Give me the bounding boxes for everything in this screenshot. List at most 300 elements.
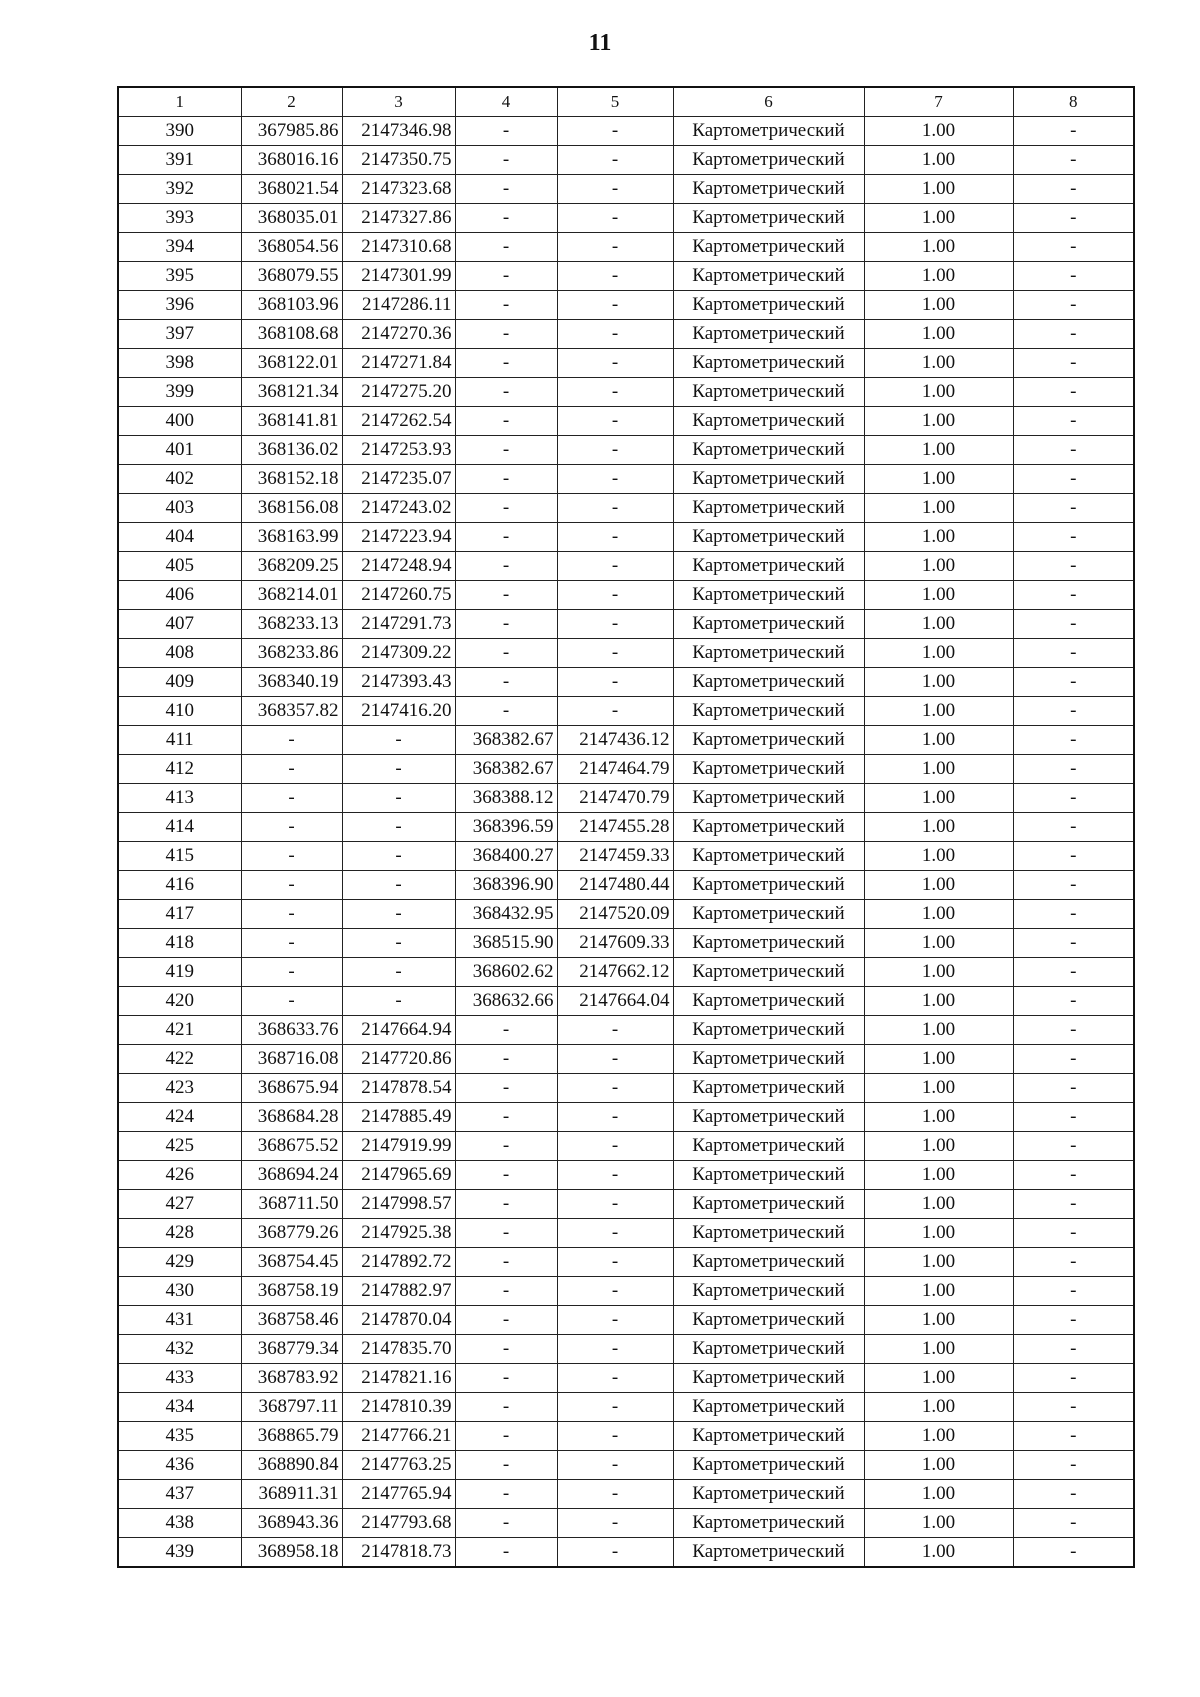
- table-row: [118, 813, 1134, 842]
- new-x-coordinate-cell: -: [455, 378, 557, 407]
- method-cell: Картометрический: [673, 552, 864, 581]
- method-cell: Картометрический: [673, 610, 864, 639]
- y-coordinate-cell: -: [342, 987, 455, 1016]
- x-coordinate-cell: 368797.11: [241, 1393, 342, 1422]
- table-row: [118, 204, 1134, 233]
- precision-cell: 1.00: [864, 958, 1013, 987]
- precision-cell: 1.00: [864, 1190, 1013, 1219]
- new-x-coordinate-cell: -: [455, 117, 557, 146]
- new-y-coordinate-cell: -: [557, 233, 673, 262]
- table-row: [118, 552, 1134, 581]
- new-x-coordinate-cell: -: [455, 436, 557, 465]
- table-row: [118, 784, 1134, 813]
- new-x-coordinate-cell: 368515.90: [455, 929, 557, 958]
- description-cell: -: [1013, 1393, 1134, 1422]
- new-x-coordinate-cell: -: [455, 1016, 557, 1045]
- y-coordinate-cell: 2147878.54: [342, 1074, 455, 1103]
- column-header: 6: [673, 87, 864, 117]
- new-x-coordinate-cell: -: [455, 1306, 557, 1335]
- x-coordinate-cell: 368021.54: [241, 175, 342, 204]
- point-number-cell: 410: [118, 697, 241, 726]
- new-y-coordinate-cell: -: [557, 668, 673, 697]
- new-y-coordinate-cell: 2147664.04: [557, 987, 673, 1016]
- method-cell: Картометрический: [673, 117, 864, 146]
- table-row: [118, 117, 1134, 146]
- new-y-coordinate-cell: 2147436.12: [557, 726, 673, 755]
- description-cell: -: [1013, 233, 1134, 262]
- x-coordinate-cell: 368633.76: [241, 1016, 342, 1045]
- new-y-coordinate-cell: 2147470.79: [557, 784, 673, 813]
- new-y-coordinate-cell: -: [557, 262, 673, 291]
- x-coordinate-cell: 368911.31: [241, 1480, 342, 1509]
- method-cell: Картометрический: [673, 494, 864, 523]
- new-y-coordinate-cell: -: [557, 1509, 673, 1538]
- precision-cell: 1.00: [864, 1161, 1013, 1190]
- new-x-coordinate-cell: -: [455, 291, 557, 320]
- method-cell: Картометрический: [673, 1219, 864, 1248]
- y-coordinate-cell: 2147835.70: [342, 1335, 455, 1364]
- new-y-coordinate-cell: 2147464.79: [557, 755, 673, 784]
- y-coordinate-cell: 2147818.73: [342, 1538, 455, 1568]
- new-y-coordinate-cell: 2147455.28: [557, 813, 673, 842]
- precision-cell: 1.00: [864, 813, 1013, 842]
- description-cell: -: [1013, 1103, 1134, 1132]
- new-y-coordinate-cell: -: [557, 494, 673, 523]
- description-cell: -: [1013, 1451, 1134, 1480]
- precision-cell: 1.00: [864, 552, 1013, 581]
- precision-cell: 1.00: [864, 378, 1013, 407]
- y-coordinate-cell: 2147885.49: [342, 1103, 455, 1132]
- new-x-coordinate-cell: -: [455, 1538, 557, 1568]
- method-cell: Картометрический: [673, 1480, 864, 1509]
- x-coordinate-cell: 368163.99: [241, 523, 342, 552]
- table-row: [118, 1509, 1134, 1538]
- new-y-coordinate-cell: -: [557, 552, 673, 581]
- y-coordinate-cell: 2147271.84: [342, 349, 455, 378]
- table-row: [118, 1364, 1134, 1393]
- point-number-cell: 421: [118, 1016, 241, 1045]
- new-x-coordinate-cell: -: [455, 262, 557, 291]
- column-header: 8: [1013, 87, 1134, 117]
- new-y-coordinate-cell: -: [557, 581, 673, 610]
- y-coordinate-cell: 2147793.68: [342, 1509, 455, 1538]
- precision-cell: 1.00: [864, 842, 1013, 871]
- table-row: [118, 349, 1134, 378]
- description-cell: -: [1013, 378, 1134, 407]
- x-coordinate-cell: 367985.86: [241, 117, 342, 146]
- y-coordinate-cell: -: [342, 755, 455, 784]
- new-y-coordinate-cell: -: [557, 407, 673, 436]
- x-coordinate-cell: 368958.18: [241, 1538, 342, 1568]
- y-coordinate-cell: 2147416.20: [342, 697, 455, 726]
- x-coordinate-cell: 368121.34: [241, 378, 342, 407]
- point-number-cell: 400: [118, 407, 241, 436]
- y-coordinate-cell: 2147346.98: [342, 117, 455, 146]
- point-number-cell: 401: [118, 436, 241, 465]
- precision-cell: 1.00: [864, 1248, 1013, 1277]
- table-row: [118, 1393, 1134, 1422]
- y-coordinate-cell: -: [342, 871, 455, 900]
- y-coordinate-cell: 2147327.86: [342, 204, 455, 233]
- method-cell: Картометрический: [673, 726, 864, 755]
- x-coordinate-cell: 368141.81: [241, 407, 342, 436]
- method-cell: Картометрический: [673, 1335, 864, 1364]
- method-cell: Картометрический: [673, 349, 864, 378]
- method-cell: Картометрический: [673, 262, 864, 291]
- method-cell: Картометрический: [673, 465, 864, 494]
- description-cell: -: [1013, 987, 1134, 1016]
- new-y-coordinate-cell: -: [557, 146, 673, 175]
- point-number-cell: 422: [118, 1045, 241, 1074]
- precision-cell: 1.00: [864, 204, 1013, 233]
- method-cell: Картометрический: [673, 581, 864, 610]
- coordinates-table: [117, 86, 1135, 1568]
- new-y-coordinate-cell: -: [557, 1277, 673, 1306]
- point-number-cell: 392: [118, 175, 241, 204]
- x-coordinate-cell: -: [241, 871, 342, 900]
- new-x-coordinate-cell: -: [455, 204, 557, 233]
- point-number-cell: 393: [118, 204, 241, 233]
- description-cell: -: [1013, 204, 1134, 233]
- x-coordinate-cell: -: [241, 842, 342, 871]
- new-y-coordinate-cell: -: [557, 291, 673, 320]
- column-header: 4: [455, 87, 557, 117]
- x-coordinate-cell: 368783.92: [241, 1364, 342, 1393]
- method-cell: Картометрический: [673, 1016, 864, 1045]
- precision-cell: 1.00: [864, 1132, 1013, 1161]
- y-coordinate-cell: 2147309.22: [342, 639, 455, 668]
- description-cell: -: [1013, 1074, 1134, 1103]
- y-coordinate-cell: 2147248.94: [342, 552, 455, 581]
- new-y-coordinate-cell: -: [557, 1335, 673, 1364]
- point-number-cell: 391: [118, 146, 241, 175]
- x-coordinate-cell: 368754.45: [241, 1248, 342, 1277]
- new-y-coordinate-cell: -: [557, 1393, 673, 1422]
- y-coordinate-cell: 2147925.38: [342, 1219, 455, 1248]
- y-coordinate-cell: 2147882.97: [342, 1277, 455, 1306]
- precision-cell: 1.00: [864, 1364, 1013, 1393]
- precision-cell: 1.00: [864, 523, 1013, 552]
- table-row: [118, 1132, 1134, 1161]
- new-y-coordinate-cell: -: [557, 117, 673, 146]
- y-coordinate-cell: 2147664.94: [342, 1016, 455, 1045]
- y-coordinate-cell: 2147870.04: [342, 1306, 455, 1335]
- new-x-coordinate-cell: -: [455, 320, 557, 349]
- method-cell: Картометрический: [673, 900, 864, 929]
- new-x-coordinate-cell: 368632.66: [455, 987, 557, 1016]
- method-cell: Картометрический: [673, 1306, 864, 1335]
- x-coordinate-cell: 368079.55: [241, 262, 342, 291]
- new-y-coordinate-cell: -: [557, 349, 673, 378]
- table-row: [118, 1451, 1134, 1480]
- table-row: [118, 262, 1134, 291]
- x-coordinate-cell: 368152.18: [241, 465, 342, 494]
- table-row: [118, 436, 1134, 465]
- method-cell: Картометрический: [673, 1248, 864, 1277]
- table-row: [118, 1016, 1134, 1045]
- new-x-coordinate-cell: -: [455, 146, 557, 175]
- method-cell: Картометрический: [673, 1393, 864, 1422]
- point-number-cell: 420: [118, 987, 241, 1016]
- point-number-cell: 399: [118, 378, 241, 407]
- method-cell: Картометрический: [673, 958, 864, 987]
- method-cell: Картометрический: [673, 813, 864, 842]
- method-cell: Картометрический: [673, 1132, 864, 1161]
- x-coordinate-cell: -: [241, 784, 342, 813]
- x-coordinate-cell: -: [241, 900, 342, 929]
- new-x-coordinate-cell: 368432.95: [455, 900, 557, 929]
- method-cell: Картометрический: [673, 1074, 864, 1103]
- precision-cell: 1.00: [864, 175, 1013, 204]
- table-row: [118, 987, 1134, 1016]
- point-number-cell: 405: [118, 552, 241, 581]
- method-cell: Картометрический: [673, 784, 864, 813]
- new-y-coordinate-cell: -: [557, 610, 673, 639]
- description-cell: -: [1013, 1480, 1134, 1509]
- point-number-cell: 398: [118, 349, 241, 378]
- new-x-coordinate-cell: -: [455, 639, 557, 668]
- precision-cell: 1.00: [864, 668, 1013, 697]
- description-cell: -: [1013, 784, 1134, 813]
- method-cell: Картометрический: [673, 755, 864, 784]
- description-cell: -: [1013, 146, 1134, 175]
- y-coordinate-cell: 2147350.75: [342, 146, 455, 175]
- description-cell: -: [1013, 755, 1134, 784]
- precision-cell: 1.00: [864, 407, 1013, 436]
- x-coordinate-cell: 368233.86: [241, 639, 342, 668]
- y-coordinate-cell: 2147310.68: [342, 233, 455, 262]
- precision-cell: 1.00: [864, 1480, 1013, 1509]
- precision-cell: 1.00: [864, 1074, 1013, 1103]
- y-coordinate-cell: 2147810.39: [342, 1393, 455, 1422]
- precision-cell: 1.00: [864, 291, 1013, 320]
- description-cell: -: [1013, 1132, 1134, 1161]
- point-number-cell: 419: [118, 958, 241, 987]
- table-row: [118, 378, 1134, 407]
- page-number: 11: [588, 30, 612, 56]
- description-cell: -: [1013, 1219, 1134, 1248]
- x-coordinate-cell: -: [241, 987, 342, 1016]
- method-cell: Картометрический: [673, 175, 864, 204]
- precision-cell: 1.00: [864, 1335, 1013, 1364]
- x-coordinate-cell: 368758.19: [241, 1277, 342, 1306]
- x-coordinate-cell: 368054.56: [241, 233, 342, 262]
- new-x-coordinate-cell: -: [455, 1277, 557, 1306]
- point-number-cell: 433: [118, 1364, 241, 1393]
- table-row: [118, 900, 1134, 929]
- method-cell: Картометрический: [673, 407, 864, 436]
- y-coordinate-cell: 2147919.99: [342, 1132, 455, 1161]
- new-y-coordinate-cell: -: [557, 639, 673, 668]
- new-x-coordinate-cell: -: [455, 175, 557, 204]
- table-row: [118, 958, 1134, 987]
- description-cell: -: [1013, 1422, 1134, 1451]
- y-coordinate-cell: 2147720.86: [342, 1045, 455, 1074]
- precision-cell: 1.00: [864, 900, 1013, 929]
- table-row: [118, 320, 1134, 349]
- y-coordinate-cell: -: [342, 842, 455, 871]
- x-coordinate-cell: 368675.52: [241, 1132, 342, 1161]
- new-x-coordinate-cell: -: [455, 523, 557, 552]
- description-cell: -: [1013, 1335, 1134, 1364]
- method-cell: Картометрический: [673, 233, 864, 262]
- point-number-cell: 397: [118, 320, 241, 349]
- table-row: [118, 1538, 1134, 1568]
- method-cell: Картометрический: [673, 1103, 864, 1132]
- point-number-cell: 409: [118, 668, 241, 697]
- new-x-coordinate-cell: -: [455, 1074, 557, 1103]
- point-number-cell: 424: [118, 1103, 241, 1132]
- method-cell: Картометрический: [673, 842, 864, 871]
- point-number-cell: 430: [118, 1277, 241, 1306]
- precision-cell: 1.00: [864, 233, 1013, 262]
- x-coordinate-cell: 368209.25: [241, 552, 342, 581]
- method-cell: Картометрический: [673, 1509, 864, 1538]
- point-number-cell: 418: [118, 929, 241, 958]
- y-coordinate-cell: 2147998.57: [342, 1190, 455, 1219]
- x-coordinate-cell: 368214.01: [241, 581, 342, 610]
- y-coordinate-cell: 2147765.94: [342, 1480, 455, 1509]
- method-cell: Картометрический: [673, 436, 864, 465]
- x-coordinate-cell: -: [241, 958, 342, 987]
- point-number-cell: 417: [118, 900, 241, 929]
- point-number-cell: 435: [118, 1422, 241, 1451]
- description-cell: -: [1013, 1161, 1134, 1190]
- y-coordinate-cell: -: [342, 784, 455, 813]
- new-y-coordinate-cell: 2147520.09: [557, 900, 673, 929]
- new-y-coordinate-cell: -: [557, 697, 673, 726]
- x-coordinate-cell: -: [241, 813, 342, 842]
- x-coordinate-cell: 368016.16: [241, 146, 342, 175]
- table-row: [118, 639, 1134, 668]
- point-number-cell: 406: [118, 581, 241, 610]
- x-coordinate-cell: 368865.79: [241, 1422, 342, 1451]
- precision-cell: 1.00: [864, 1422, 1013, 1451]
- y-coordinate-cell: 2147323.68: [342, 175, 455, 204]
- new-x-coordinate-cell: 368602.62: [455, 958, 557, 987]
- description-cell: -: [1013, 1538, 1134, 1568]
- description-cell: -: [1013, 842, 1134, 871]
- precision-cell: 1.00: [864, 726, 1013, 755]
- new-x-coordinate-cell: -: [455, 494, 557, 523]
- description-cell: -: [1013, 320, 1134, 349]
- table-row: [118, 1219, 1134, 1248]
- description-cell: -: [1013, 668, 1134, 697]
- description-cell: -: [1013, 1277, 1134, 1306]
- description-cell: -: [1013, 900, 1134, 929]
- new-x-coordinate-cell: -: [455, 233, 557, 262]
- precision-cell: 1.00: [864, 639, 1013, 668]
- description-cell: -: [1013, 552, 1134, 581]
- point-number-cell: 434: [118, 1393, 241, 1422]
- x-coordinate-cell: -: [241, 755, 342, 784]
- y-coordinate-cell: 2147965.69: [342, 1161, 455, 1190]
- method-cell: Картометрический: [673, 697, 864, 726]
- table-row: [118, 726, 1134, 755]
- point-number-cell: 416: [118, 871, 241, 900]
- x-coordinate-cell: -: [241, 726, 342, 755]
- new-x-coordinate-cell: -: [455, 1509, 557, 1538]
- table-row: [118, 1248, 1134, 1277]
- x-coordinate-cell: 368675.94: [241, 1074, 342, 1103]
- y-coordinate-cell: 2147821.16: [342, 1364, 455, 1393]
- point-number-cell: 425: [118, 1132, 241, 1161]
- x-coordinate-cell: -: [241, 929, 342, 958]
- new-x-coordinate-cell: -: [455, 465, 557, 494]
- y-coordinate-cell: 2147892.72: [342, 1248, 455, 1277]
- table-row: [118, 755, 1134, 784]
- method-cell: Картометрический: [673, 1451, 864, 1480]
- table-row: [118, 1277, 1134, 1306]
- description-cell: -: [1013, 1509, 1134, 1538]
- new-x-coordinate-cell: -: [455, 349, 557, 378]
- point-number-cell: 431: [118, 1306, 241, 1335]
- y-coordinate-cell: 2147253.93: [342, 436, 455, 465]
- new-y-coordinate-cell: -: [557, 436, 673, 465]
- point-number-cell: 412: [118, 755, 241, 784]
- y-coordinate-cell: -: [342, 958, 455, 987]
- x-coordinate-cell: 368136.02: [241, 436, 342, 465]
- table-row: [118, 1074, 1134, 1103]
- description-cell: -: [1013, 726, 1134, 755]
- precision-cell: 1.00: [864, 349, 1013, 378]
- precision-cell: 1.00: [864, 929, 1013, 958]
- x-coordinate-cell: 368340.19: [241, 668, 342, 697]
- new-y-coordinate-cell: -: [557, 378, 673, 407]
- new-y-coordinate-cell: -: [557, 1161, 673, 1190]
- table-row: [118, 1480, 1134, 1509]
- method-cell: Картометрический: [673, 1364, 864, 1393]
- method-cell: Картометрический: [673, 1277, 864, 1306]
- description-cell: -: [1013, 813, 1134, 842]
- precision-cell: 1.00: [864, 1306, 1013, 1335]
- column-header: 2: [241, 87, 342, 117]
- precision-cell: 1.00: [864, 1277, 1013, 1306]
- column-header: 1: [118, 87, 241, 117]
- method-cell: Картометрический: [673, 668, 864, 697]
- point-number-cell: 408: [118, 639, 241, 668]
- point-number-cell: 413: [118, 784, 241, 813]
- description-cell: -: [1013, 581, 1134, 610]
- method-cell: Картометрический: [673, 378, 864, 407]
- y-coordinate-cell: 2147286.11: [342, 291, 455, 320]
- table-row: [118, 523, 1134, 552]
- precision-cell: 1.00: [864, 784, 1013, 813]
- table-row: [118, 581, 1134, 610]
- new-x-coordinate-cell: -: [455, 1393, 557, 1422]
- precision-cell: 1.00: [864, 1509, 1013, 1538]
- table-row: [118, 1103, 1134, 1132]
- method-cell: Картометрический: [673, 320, 864, 349]
- x-coordinate-cell: 368156.08: [241, 494, 342, 523]
- new-y-coordinate-cell: -: [557, 523, 673, 552]
- new-y-coordinate-cell: -: [557, 1306, 673, 1335]
- description-cell: -: [1013, 494, 1134, 523]
- x-coordinate-cell: 368779.26: [241, 1219, 342, 1248]
- method-cell: Картометрический: [673, 1538, 864, 1568]
- new-x-coordinate-cell: -: [455, 1422, 557, 1451]
- new-x-coordinate-cell: -: [455, 697, 557, 726]
- table-row: [118, 1161, 1134, 1190]
- method-cell: Картометрический: [673, 1161, 864, 1190]
- y-coordinate-cell: -: [342, 813, 455, 842]
- y-coordinate-cell: 2147763.25: [342, 1451, 455, 1480]
- table-row: [118, 233, 1134, 262]
- point-number-cell: 415: [118, 842, 241, 871]
- precision-cell: 1.00: [864, 610, 1013, 639]
- y-coordinate-cell: 2147260.75: [342, 581, 455, 610]
- point-number-cell: 395: [118, 262, 241, 291]
